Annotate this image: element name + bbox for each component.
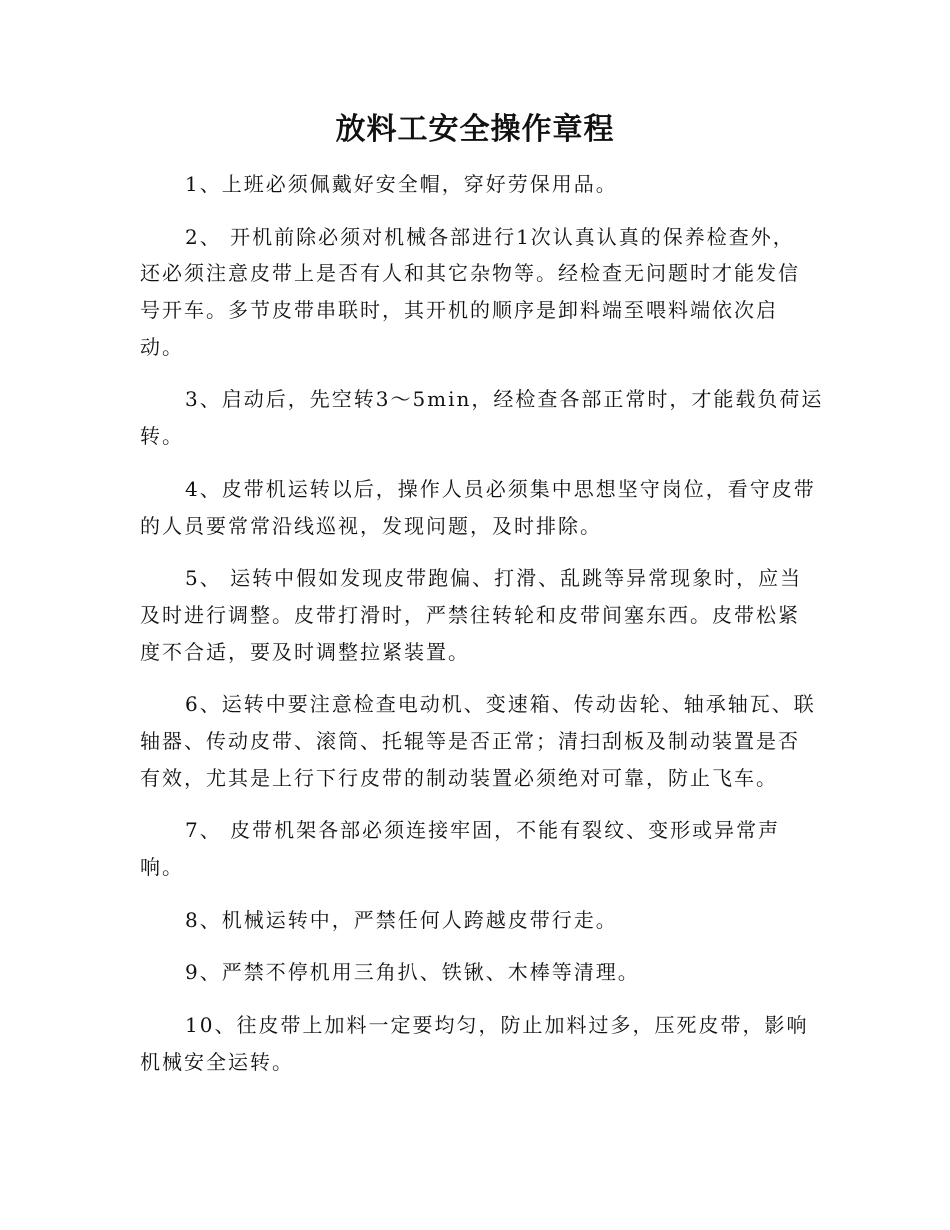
- paragraph-line: 的人员要常常沿线巡视，发现问题，及时排除。: [140, 513, 602, 538]
- paragraph-line: 响。: [140, 855, 184, 879]
- paragraph-6: [140, 686, 840, 796]
- paragraph-7: [140, 812, 840, 885]
- paragraph-line: 3、启动后，先空转3～5min，经检查各部正常时，才能载负荷运: [185, 387, 824, 412]
- paragraph-line: 8、机械运转中，严禁任何人跨越皮带行走。: [185, 907, 618, 932]
- paragraph-10: [140, 1007, 840, 1080]
- paragraph-line: 有效，尤其是上行下行皮带的制动装置必须绝对可靠，防止飞车。: [140, 765, 778, 790]
- paragraph-line: 5、 运转中假如发现皮带跑偏、打滑、乱跳等异常现象时，应当: [185, 566, 803, 591]
- paragraph-line: 2、 开机前除必须对机械各部进行1次认真认真的保养检查外，: [185, 224, 795, 249]
- paragraph-line: 还必须注意皮带上是否有人和其它杂物等。经检查无问题时才能发信: [140, 261, 800, 286]
- paragraph-line: 机械安全运转。: [140, 1049, 294, 1074]
- paragraph-1: [140, 166, 840, 203]
- paragraph-line: 度不合适，要及时调整拉紧装置。: [140, 639, 470, 664]
- document-title: 放料工安全操作章程: [335, 112, 615, 147]
- paragraph-line: 7、 皮带机架各部必须连接牢固，不能有裂纹、变形或异常声: [185, 818, 781, 843]
- paragraph-8: [140, 902, 840, 939]
- paragraph-line: 4、皮带机运转以后，操作人员必须集中思想坚守岗位，看守皮带: [185, 476, 816, 501]
- paragraph-line: 号开车。多节皮带串联时，其开机的顺序是卸料端至喂料端依次启: [140, 298, 778, 323]
- paragraph-line: 1、上班必须佩戴好安全帽，穿好劳保用品。: [185, 172, 618, 196]
- document-body: [140, 166, 840, 1096]
- paragraph-line: 转。: [140, 424, 184, 449]
- paragraph-line: 10、往皮带上加料一定要均匀，防止加料过多，压死皮带，影响: [185, 1013, 809, 1038]
- paragraph-5: [140, 560, 840, 670]
- paragraph-line: 动。: [140, 334, 184, 359]
- paragraph-line: 及时进行调整。皮带打滑时，严禁往转轮和皮带间塞东西。皮带松紧: [140, 602, 800, 627]
- paragraph-2: [140, 219, 840, 366]
- paragraph-3: [140, 381, 840, 454]
- paragraph-line: 轴器、传动皮带、滚筒、托辊等是否正常；清扫刮板及制动装置是否: [140, 728, 800, 753]
- paragraph-line: 6、运转中要注意检查电动机、变速箱、传动齿轮、轴承轴瓦、联: [185, 692, 816, 717]
- paragraph-4: [140, 471, 840, 544]
- paragraph-9: [140, 954, 840, 991]
- paragraph-line: 9、严禁不停机用三角扒、铁锹、木棒等清理。: [185, 960, 640, 985]
